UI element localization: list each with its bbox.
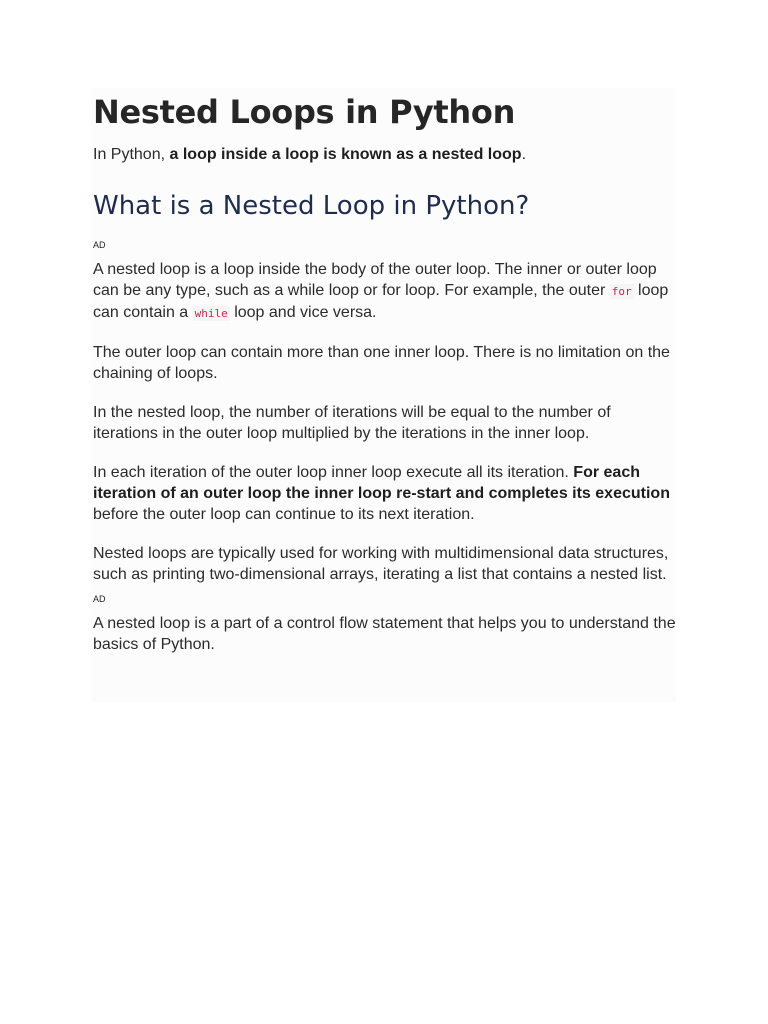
paragraph-execution [93,462,676,525]
intro-paragraph [93,144,676,165]
paragraph-chaining: The outer loop can contain more than one inner loop. There is no limitation on the chaining of loops. [93,344,670,382]
section-heading: What is a Nested Loop in Python? [93,191,530,221]
article-content [91,88,676,702]
intro-suffix: . [521,146,527,163]
para1-text-b: loop can contain a [93,282,669,321]
paragraph-nested-loop-definition [93,259,676,324]
para1-text-a: A nested loop is a loop inside the body of the outer loop. The inner or outer loop can be any type, such as a while loop or for loop. For example, the outer [93,261,657,299]
para1-text-c: loop and vice versa. [229,304,377,321]
code-while: while [194,307,228,320]
ad-label-2: AD [93,594,106,604]
paragraph-iterations: In the nested loop, the number of iterations will be equal to the number of iterations in the outer loop multiplied by the iterations in the inner loop. [93,404,611,442]
code-for: for [611,285,632,298]
intro-prefix: In Python, [93,146,170,163]
paragraph-uses: Nested loops are typically used for working with multidimensional data structures, such as printing two-dimensional arrays, iterating a list that contains a nested list. [93,545,669,583]
intro-bold: a loop inside a loop is known as a nested loop [169,146,522,163]
para4-text-a: In each iteration of the outer loop inner loop execute all its iteration. [93,464,574,481]
page-title: Nested Loops in Python [93,93,516,131]
para4-text-b: before the outer loop can continue to its next iteration. [93,506,475,523]
ad-label: AD [93,240,106,250]
para4-bold: For each iteration of an outer loop the inner loop re-start and completes its execution [93,464,670,502]
paragraph-control-flow: A nested loop is a part of a control flow statement that helps you to understand the basics of Python. [93,615,676,653]
